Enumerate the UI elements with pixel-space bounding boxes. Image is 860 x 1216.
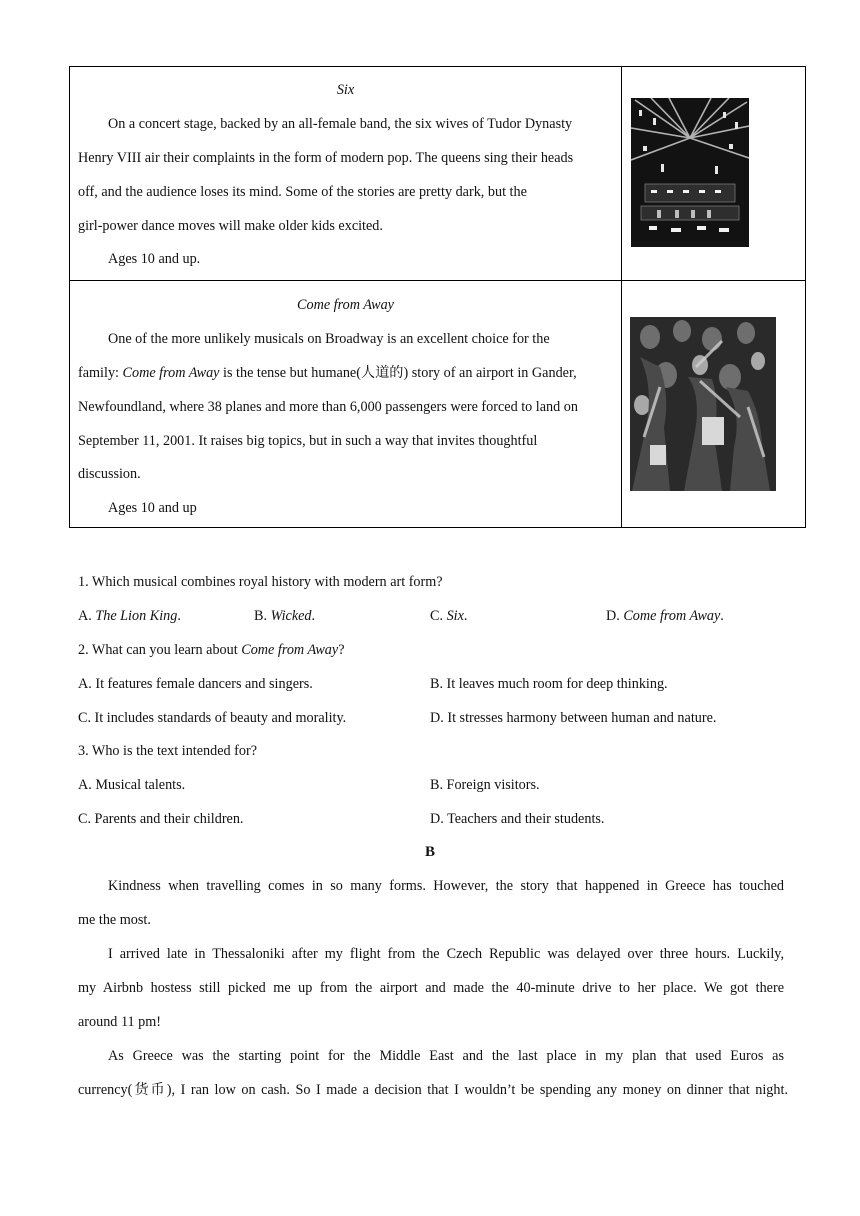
six-text-line: On a concert stage, backed by an all-female band, the six wives of Tudor Dynasty	[108, 116, 573, 132]
cfa-text-line: One of the more unlikely musicals on Broadway is an excellent choice for the	[108, 331, 550, 347]
paragraph-line: As Greece was the starting point for the Middle East and the last place in my plan that used Euros as	[108, 1048, 784, 1064]
question-1-option-b: B. Wicked.	[254, 608, 316, 624]
paragraph-line: I arrived late in Thessaloniki after my flight from the Czech Republic was delayed over three hours. Luckily,	[108, 946, 784, 962]
question-2-stem: 2. What can you learn about Come from Away?	[78, 642, 345, 658]
table-row-divider	[69, 280, 806, 281]
question-3-option-b: B. Foreign visitors.	[430, 777, 540, 793]
question-2-option-b: B. It leaves much room for deep thinking.	[430, 676, 668, 692]
question-3-option-a: A. Musical talents.	[78, 777, 186, 793]
question-1-option-c: C. Six.	[430, 608, 468, 624]
question-2-option-a: A. It features female dancers and singers.	[78, 676, 313, 692]
question-1-stem: 1. Which musical combines royal history with modern art form?	[78, 574, 443, 590]
cfa-text-line: discussion.	[78, 466, 141, 482]
paragraph-line: Kindness when travelling comes in so many forms. However, the story that happened in Greece has touched	[108, 878, 784, 894]
cfa-cast-photo	[630, 317, 776, 491]
cfa-text-line: September 11, 2001. It raises big topics, but in such a way that invites thoughtful	[78, 433, 538, 449]
question-2-option-c: C. It includes standards of beauty and morality.	[78, 710, 347, 726]
cfa-title: Come from Away	[297, 297, 394, 313]
six-text-line: off, and the audience loses its mind. Some of the stories are pretty dark, but the	[78, 184, 527, 200]
paragraph-line: me the most.	[78, 912, 151, 928]
question-1-option-d: D. Come from Away.	[606, 608, 724, 624]
cfa-ages: Ages 10 and up	[108, 500, 197, 516]
paragraph-line: around 11 pm!	[78, 1014, 162, 1030]
question-3-stem: 3. Who is the text intended for?	[78, 743, 258, 759]
cfa-text-line: Newfoundland, where 38 planes and more than 6,000 passengers were forced to land on	[78, 399, 578, 415]
table-column-divider	[621, 66, 622, 528]
question-1-option-a: A. The Lion King.	[78, 608, 181, 624]
paragraph-line: currency(货币), I ran low on cash. So I made a decision that I wouldn’t be spending any money on dinner that night.	[78, 1082, 788, 1098]
section-b-heading: B	[424, 844, 435, 860]
six-text-line: Henry VIII air their complaints in the form of modern pop. The queens sing their heads	[78, 150, 574, 166]
six-title: Six	[336, 82, 355, 98]
six-text-line: girl-power dance moves will make older kids excited.	[78, 218, 383, 234]
six-stage-photo	[631, 98, 749, 247]
cfa-text-line: family: Come from Away is the tense but humane(人道的) story of an airport in Gander,	[78, 365, 577, 381]
question-3-option-d: D. Teachers and their students.	[430, 811, 605, 827]
question-2-option-d: D. It stresses harmony between human and nature.	[430, 710, 717, 726]
question-3-option-c: C. Parents and their children.	[78, 811, 244, 827]
six-ages: Ages 10 and up.	[108, 251, 201, 267]
paragraph-line: my Airbnb hostess still picked me up from the airport and made the 40-minute drive to her place. We got there	[78, 980, 784, 996]
